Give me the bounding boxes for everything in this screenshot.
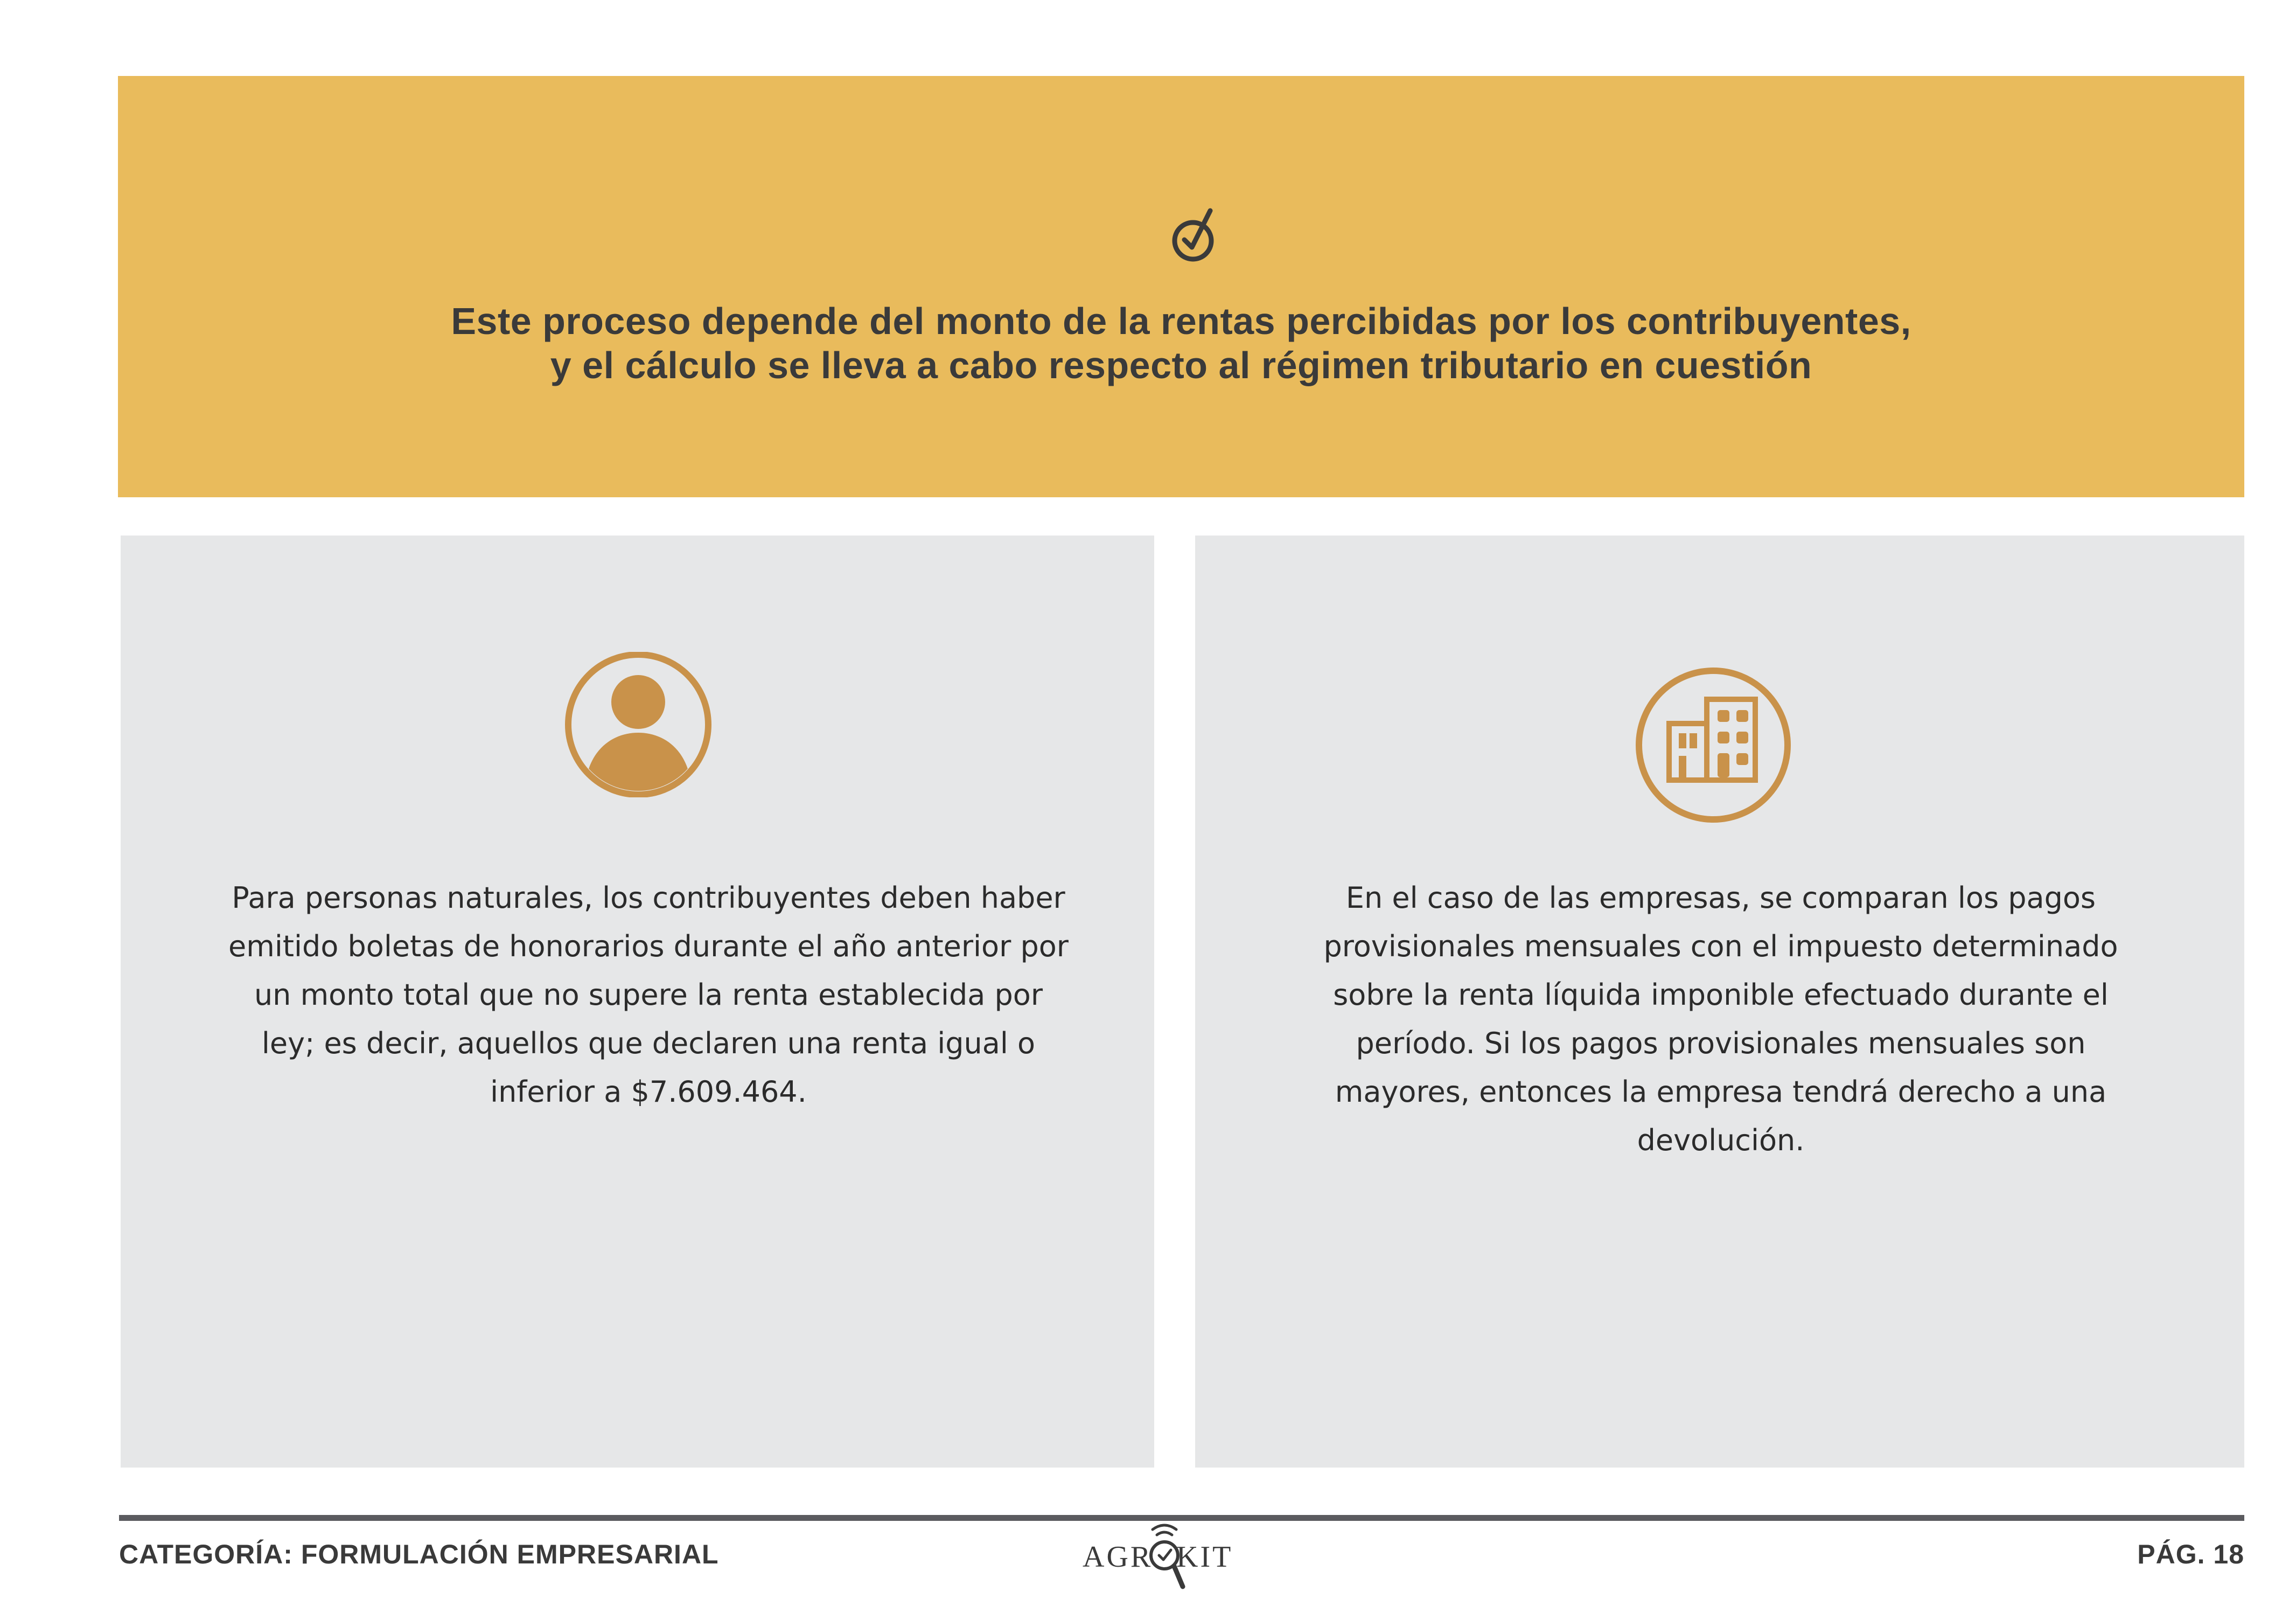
footer-divider [119, 1515, 2244, 1521]
page-number: PÁG. 18 [2137, 1539, 2244, 1569]
person-icon [560, 652, 716, 797]
check-circle-icon [1170, 207, 1219, 267]
agrokit-logo [1083, 1522, 1244, 1592]
banner-heading [118, 299, 2244, 387]
building-icon [1631, 667, 1796, 823]
footer-category: CATEGORÍA: FORMULACIÓN EMPRESARIAL [119, 1539, 719, 1569]
banner-heading-line-2: y el cálculo se lleva a cabo respecto al régimen tributario en cuestión [550, 344, 1812, 386]
logo-text-left: AGR [1083, 1540, 1153, 1574]
empresas-text: En el caso de las empresas, se comparan los pagos provisionales mensuales con el impuesto determinado sobre la renta líquida imponible efectuado durante el período. Si los pagos provisionales mensuales son mayores, entonces la empresa tendrá derecho a una devolución. [1323, 881, 2118, 1157]
personas-naturales-text: Para personas naturales, los contribuyentes deben haber emitido boletas de honorarios durante el año anterior por un monto total que no supere la renta establecida por ley; es decir, aquellos que declaren una renta igual o inferior a $7.609.464. [228, 881, 1069, 1109]
banner-heading-line-1: Este proceso depende del monto de la rentas percibidas por los contribuyentes, [451, 300, 1911, 342]
logo-text-right: KIT [1176, 1540, 1233, 1574]
header-banner [118, 76, 2244, 497]
